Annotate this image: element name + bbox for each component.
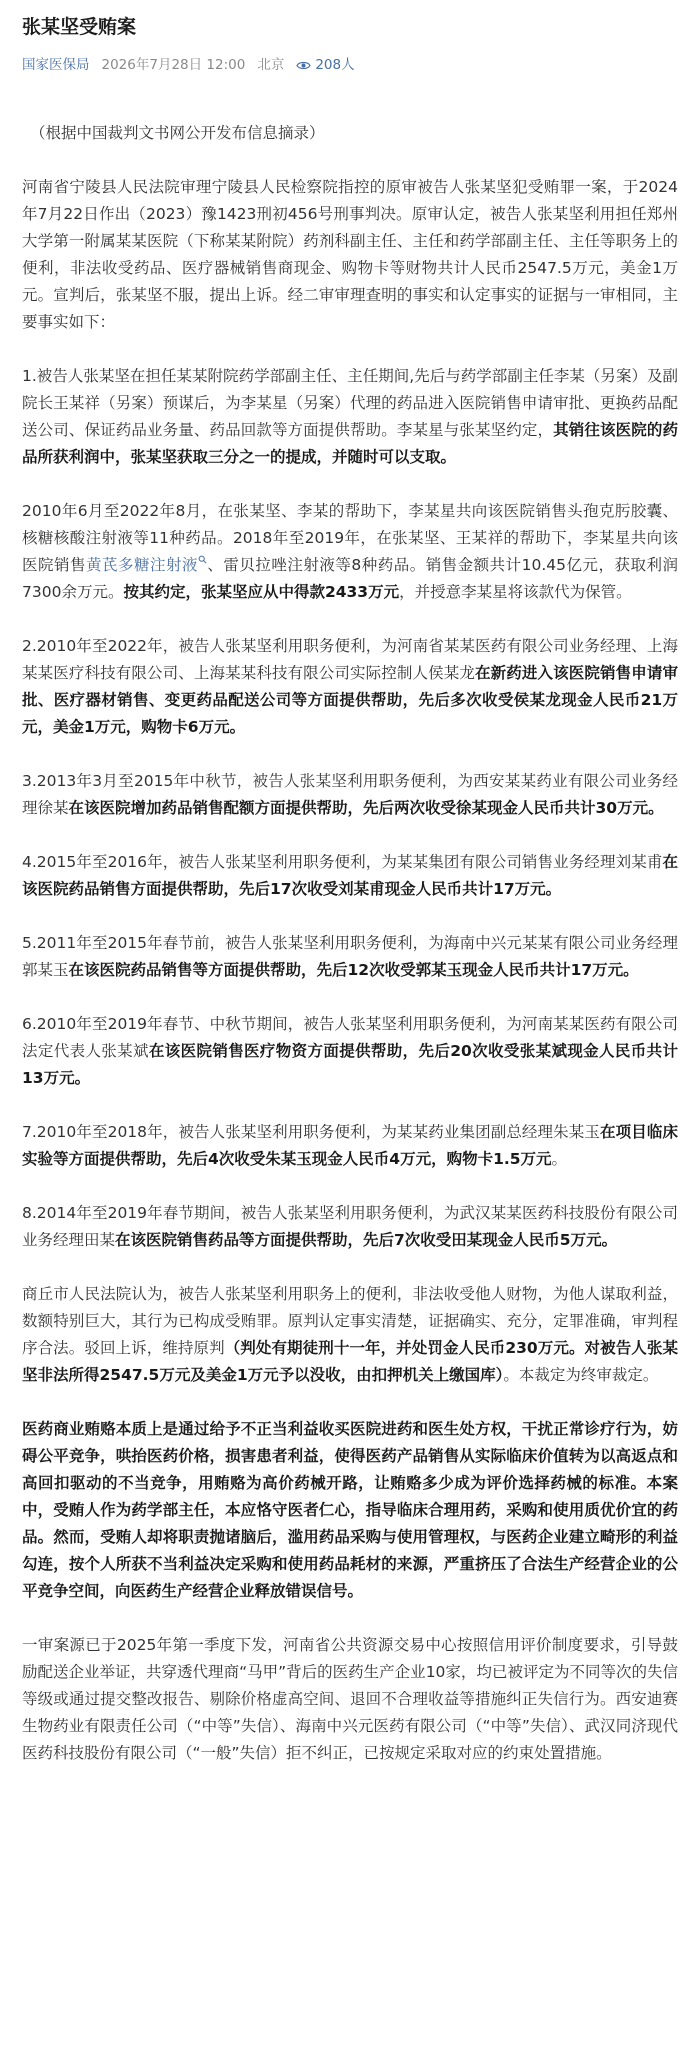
fact-4-emphasis: 在该医院药品销售方面提供帮助，先后17次收受刘某甫现金人民币共计17万元。 <box>22 853 678 898</box>
article-meta <box>22 56 678 74</box>
fact-5-emphasis: 在该医院药品销售等方面提供帮助，先后12次收受郭某玉现金人民币共计17万元。 <box>68 961 639 979</box>
publish-date: 2026年7月28日 12:00 <box>101 57 246 73</box>
article-title: 张某坚受贿案 <box>22 16 137 38</box>
commentary-text: 医药商业贿赂本质上是通过给予不正当利益收买医院进药和医生处方权，干扰正常诊疗行为，妨碍公平竞争，哄抬医药价格，损害患者利益，使得医药产品销售从实际临床价值转为以高返点和高回扣驱动的不当竞争，用贿赂为高价药械开路，让贿赂多少成为评价选择药械的标准。本案中，受贿人作为药学部主任，本应恪守医者仁心，指导临床合理用药，采购和使用质优价宜的药品。然而，受贿人却将职责抛诸脑后，滥用药品采购与使用管理权，与医药企业建立畸形的利益勾连，按个人所获不当利益决定采购和使用药品耗材的来源，严重挤压了合法生产经营企业的公平竞争空间，向医药生产经营企业释放错误信号。 <box>22 1420 678 1600</box>
drug-link[interactable]: 黄芪多糖注射液 <box>85 556 198 574</box>
source-note: （根据中国裁判文书网公开发布信息摘录） <box>30 124 325 142</box>
fact-1-text: 1.被告人张某坚在担任某某附院药学部副主任、主任期间,先后与药学部副主任李某（另案）及副院长王某祥（另案）预谋后，为李某星（另案）代理的药品进入医院销售申请审批、更换药品配送公司、保证药品业务量、药品回款等方面提供帮助。李某星与张某坚约定， <box>22 367 678 439</box>
read-count <box>296 56 354 74</box>
fact-3-text: 3.2013年3月至2015年中秋节，被告人张某坚利用职务便利，为西安某某药业有限公司业务经理徐某 <box>22 772 678 817</box>
paragraph-commentary <box>22 1416 678 1605</box>
fact-6-text: 6.2010年至2019年春节、中秋节期间，被告人张某坚利用职务便利，为河南某某医药有限公司法定代表人张某斌 <box>22 1015 678 1060</box>
fact-5-text: 5.2011年至2015年春节前，被告人张某坚利用职务便利，为海南中兴元某某有限公司业务经理郭某玉 <box>22 934 678 979</box>
source-link[interactable]: 国家医保局 <box>22 57 90 73</box>
paragraph-fact-2 <box>22 633 678 741</box>
fact-1-detail-text-b: 、雷贝拉唑注射液等8种药品。销售金额共计10.45亿元，获取利润7300余万元。 <box>22 556 678 601</box>
fact-1-detail-text-c: ，并授意李某星将该款代为保管。 <box>399 583 632 601</box>
paragraph-fact-3 <box>22 768 678 822</box>
publish-location: 北京 <box>257 57 285 73</box>
search-icon <box>198 555 207 564</box>
fact-1-emphasis: 其销往该医院的药品所获利润中，张某坚获取三分之一的提成，并随时可以支取。 <box>22 421 678 466</box>
paragraph-followup: 一审案源已于2025年第一季度下发，河南省公共资源交易中心按照信用评价制度要求，引导鼓励配送企业举证，共穿透代理商“马甲”背后的医药生产企业10家，均已被评定为不同等次的失信等级或通过提交整改报告、剔除价格虚高空间、退回不合理收益等措施纠正失信行为。西安迪赛生物药业有限责任公司（“中等”失信）、海南中兴元医药有限公司（“中等”失信）、武汉同济现代医药科技股份有限公司（“一般”失信）拒不纠正，已按规定采取对应的约束处置措施。 <box>22 1636 678 1762</box>
fact-2-emphasis: 在新药进入该医院销售申请审批、医疗器材销售、变更药品配送公司等方面提供帮助，先后多次收受侯某龙现金人民币21万元，美金1万元，购物卡6万元。 <box>22 664 678 736</box>
fact-7-emphasis: 在项目临床实验等方面提供帮助，先后4次收受朱某玉现金人民币4万元，购物卡1.5万元 <box>22 1123 678 1168</box>
fact-8-emphasis: 在该医院销售药品等方面提供帮助，先后7次收受田某现金人民币5万元。 <box>115 1231 618 1249</box>
fact-6-emphasis: 在该医院销售医疗物资方面提供帮助，先后20次收受张某斌现金人民币共计13万元。 <box>22 1042 678 1087</box>
paragraph-fact-6 <box>22 1011 678 1092</box>
fact-2-text: 2.2010年至2022年，被告人张某坚利用职务便利，为河南省某某医药有限公司业务经理、上海某某医疗科技有限公司、上海某某科技有限公司实际控制人侯某龙 <box>22 637 678 682</box>
paragraph-fact-8 <box>22 1200 678 1254</box>
ruling-end: 。本裁定为终审裁定。 <box>503 1366 659 1384</box>
fact-4-text: 4.2015年至2016年，被告人张某坚利用职务便利，为某某集团有限公司销售业务经理刘某甫 <box>22 853 663 871</box>
fact-7-text: 7.2010年至2018年，被告人张某坚利用职务便利，为某某药业集团副总经理朱某玉 <box>22 1123 601 1141</box>
paragraph-fact-7 <box>22 1119 678 1173</box>
paragraph-intro: 河南省宁陵县人民法院审理宁陵县人民检察院指控的原审被告人张某坚犯受贿罪一案，于2024年7月22日作出（2023）豫1423刑初456号刑事判决。原审认定，被告人张某坚利用担任郑州大学第一附属某某医院（下称某某附院）药剂科副主任、主任和药学部副主任、主任等职务上的便利，非法收受药品、医疗器械销售商现金、购物卡等财物共计人民币2547.5万元，美金1万元。宣判后，张某坚不服，提出上诉。经二审审理查明的事实和认定事实的证据与一审相同，主要事实如下： <box>22 178 678 331</box>
fact-3-emphasis: 在该医院增加药品销售配额方面提供帮助，先后两次收受徐某现金人民币共计30万元。 <box>68 799 664 817</box>
paragraph-fact-1 <box>22 363 678 471</box>
fact-8-text: 8.2014年至2019年春节期间，被告人张某坚利用职务便利，为武汉某某医药科技股份有限公司业务经理田某 <box>22 1204 678 1249</box>
fact-1-detail-emphasis: 按其约定，张某坚应从中得款2433万元 <box>123 583 400 601</box>
eye-icon <box>296 60 311 71</box>
fact-7-end: 。 <box>551 1150 568 1168</box>
paragraph-fact-1-detail <box>22 498 678 606</box>
ruling-emphasis: （判处有期徒刑十一年，并处罚金人民币230万元。对被告人张某坚非法所得2547.5万元及美金1万元予以没收，由扣押机关上缴国库） <box>22 1339 678 1384</box>
paragraph-fact-5 <box>22 930 678 984</box>
paragraph-ruling <box>22 1281 678 1389</box>
article-body <box>22 120 678 1767</box>
fact-1-detail-text-a: 2010年6月至2022年8月，在张某坚、李某的帮助下，李某星共向该医院销售头孢克肟胶囊、核糖核酸注射液等11种药品。2018年至2019年，在张某坚、王某祥的帮助下，李某星共向该医院销售 <box>22 502 678 574</box>
read-count-value: 208人 <box>315 57 355 73</box>
paragraph-fact-4 <box>22 849 678 903</box>
ruling-text: 商丘市人民法院认为，被告人张某坚利用职务上的便利，非法收受他人财物，为他人谋取利益，数额特别巨大，其行为已构成受贿罪。原判认定事实清楚，证据确实、充分，定罪准确，审判程序合法。驳回上诉，维持原判 <box>22 1285 678 1357</box>
